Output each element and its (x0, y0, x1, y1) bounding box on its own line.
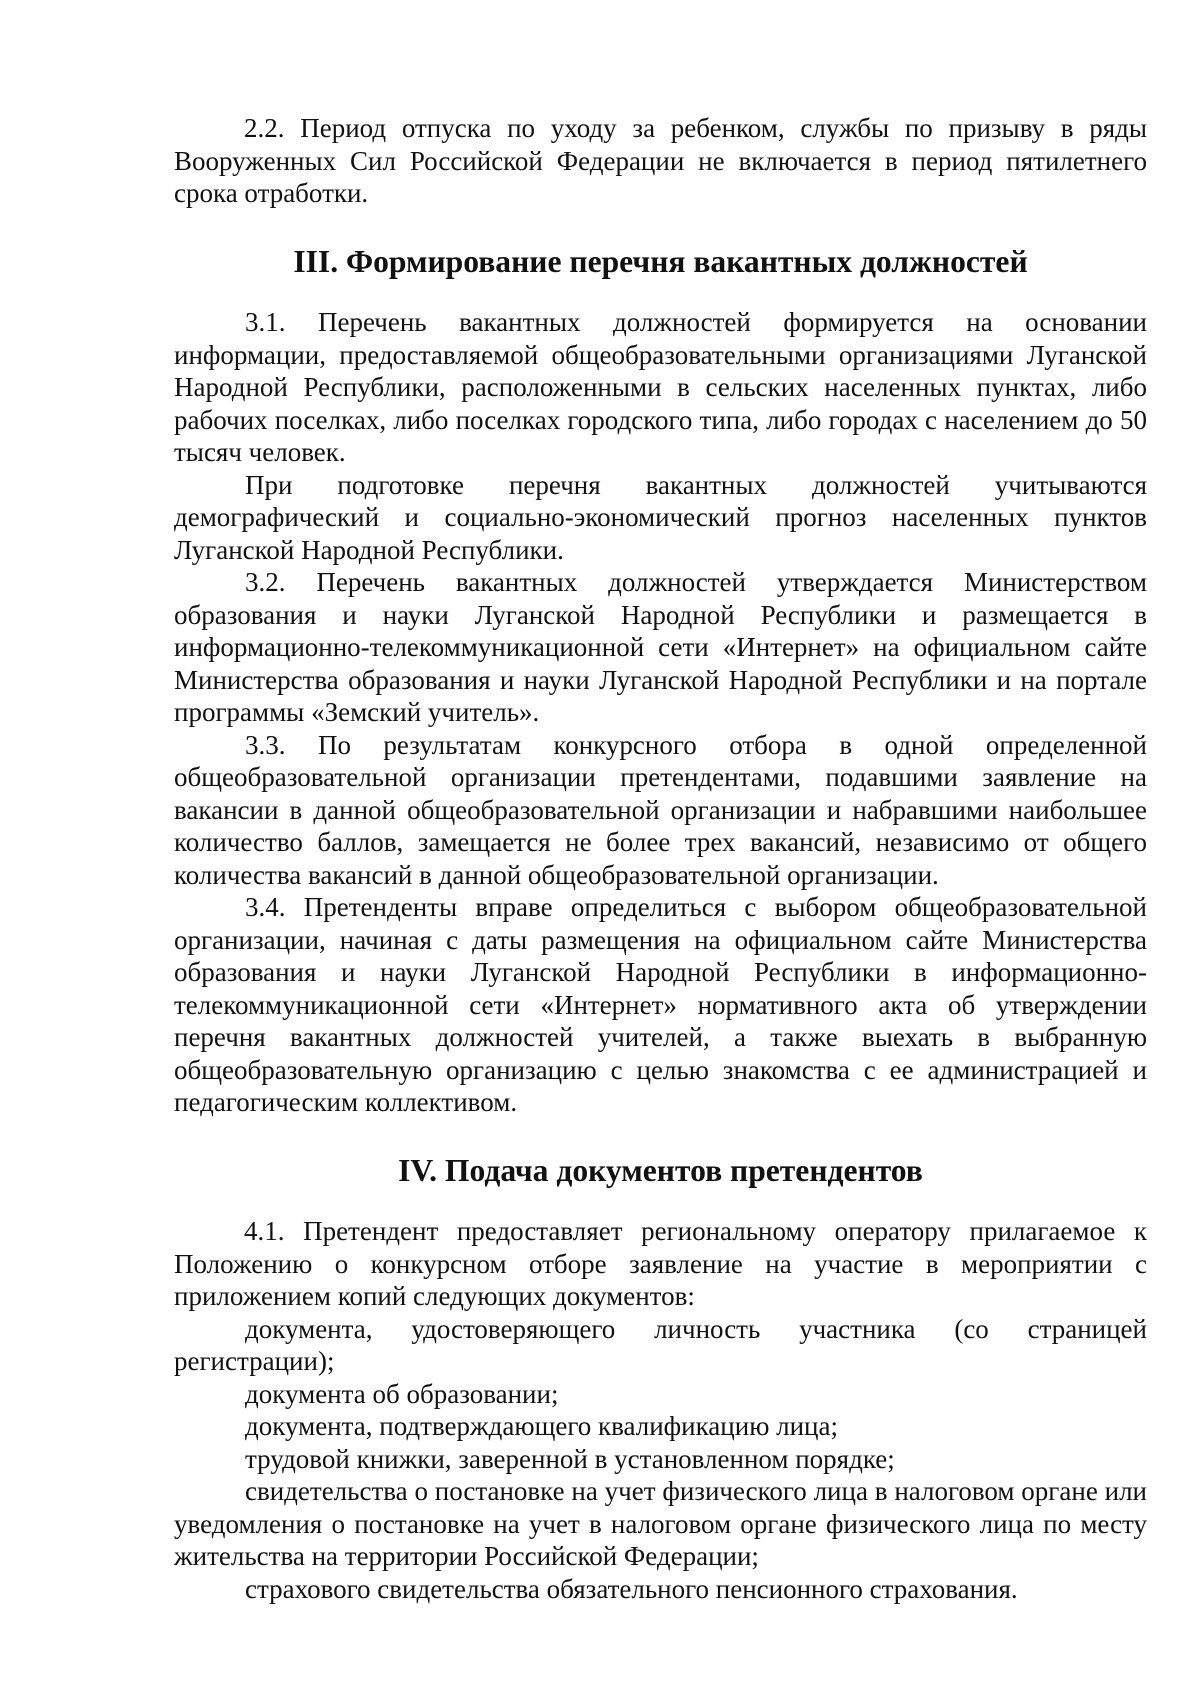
paragraph-2-2: 2.2. Период отпуска по уходу за ребенком, службы по призыву в ряды Вооруженных Сил Российской Федерации не включается в период пятилетнего срока отработки. (174, 113, 1147, 208)
paragraph-3-4: 3.4. Претенденты вправе определиться с выбором общеобразовательной организации, начиная с даты размещения на официальном сайте Министерства образования и науки Луганской Народной Республики в информационно-телекоммуникационной сети «Интернет» нормативного акта об утверждении перечня вакантных должностей учителей, а также выехать в выбранную общеобразовательную организацию с целью знакомства с ее администрацией и педагогическим коллективом. (174, 892, 1147, 1117)
document-list-item: документа, удостоверяющего личность участника (со страницей регистрации); (174, 1313, 1147, 1376)
document-list-item: документа, подтверждающего квалификацию лица; (245, 1411, 838, 1441)
paragraph-4-1: 4.1. Претендент предоставляет региональному оператору прилагаемое к Положению о конкурсном отборе заявление на участие в мероприятии с приложением копий следующих документов: (174, 1216, 1147, 1311)
document-list-item: свидетельства о постановке на учет физического лица в налоговом органе или уведомления о постановке на учет в налоговом органе физического лица по месту жительства на территории Российской Федерации; (174, 1476, 1147, 1571)
document-list-item: страхового свидетельства обязательного пенсионного страхования. (245, 1573, 1018, 1604)
document-list-item: трудовой книжки, заверенной в установленном порядке; (245, 1443, 895, 1474)
section-heading-3: III. Формирование перечня вакантных должностей (293, 243, 1028, 279)
paragraph-3-1: 3.1. Перечень вакантных должностей формируется на основании информации, предоставляемой общеобразовательными организациями Луганской Народной Республики, расположенными в сельских населенных пунктах, либо рабочих поселках, либо поселках городского типа, либо городах с населением до 50 тысяч человек. (174, 307, 1147, 467)
section-heading-4: IV. Подача документов претендентов (398, 1152, 923, 1188)
paragraph-3-2: 3.2. Перечень вакантных должностей утверждается Министерством образования и науки Луганской Народной Республики и размещается в информационно-телекоммуникационной сети «Интернет» на официальном сайте Министерства образования и науки Луганской Народной Республики и на портале программы «Земский учитель». (174, 567, 1147, 727)
paragraph-3-1-continued: При подготовке перечня вакантных должностей учитываются демографический и социально-экономический прогноз населенных пунктов Луганской Народной Республики. (174, 469, 1147, 565)
paragraph-3-3: 3.3. По результатам конкурсного отбора в одной определенной общеобразовательной организации претендентами, подавшими заявление на вакансии в данной общеобразовательной организации и набравшими наибольшее количество баллов, замещается не более трех вакансий, независимо от общего количества вакансий в данной общеобразовательной организации. (174, 729, 1147, 890)
document-list-item: документа об образовании; (245, 1378, 559, 1409)
